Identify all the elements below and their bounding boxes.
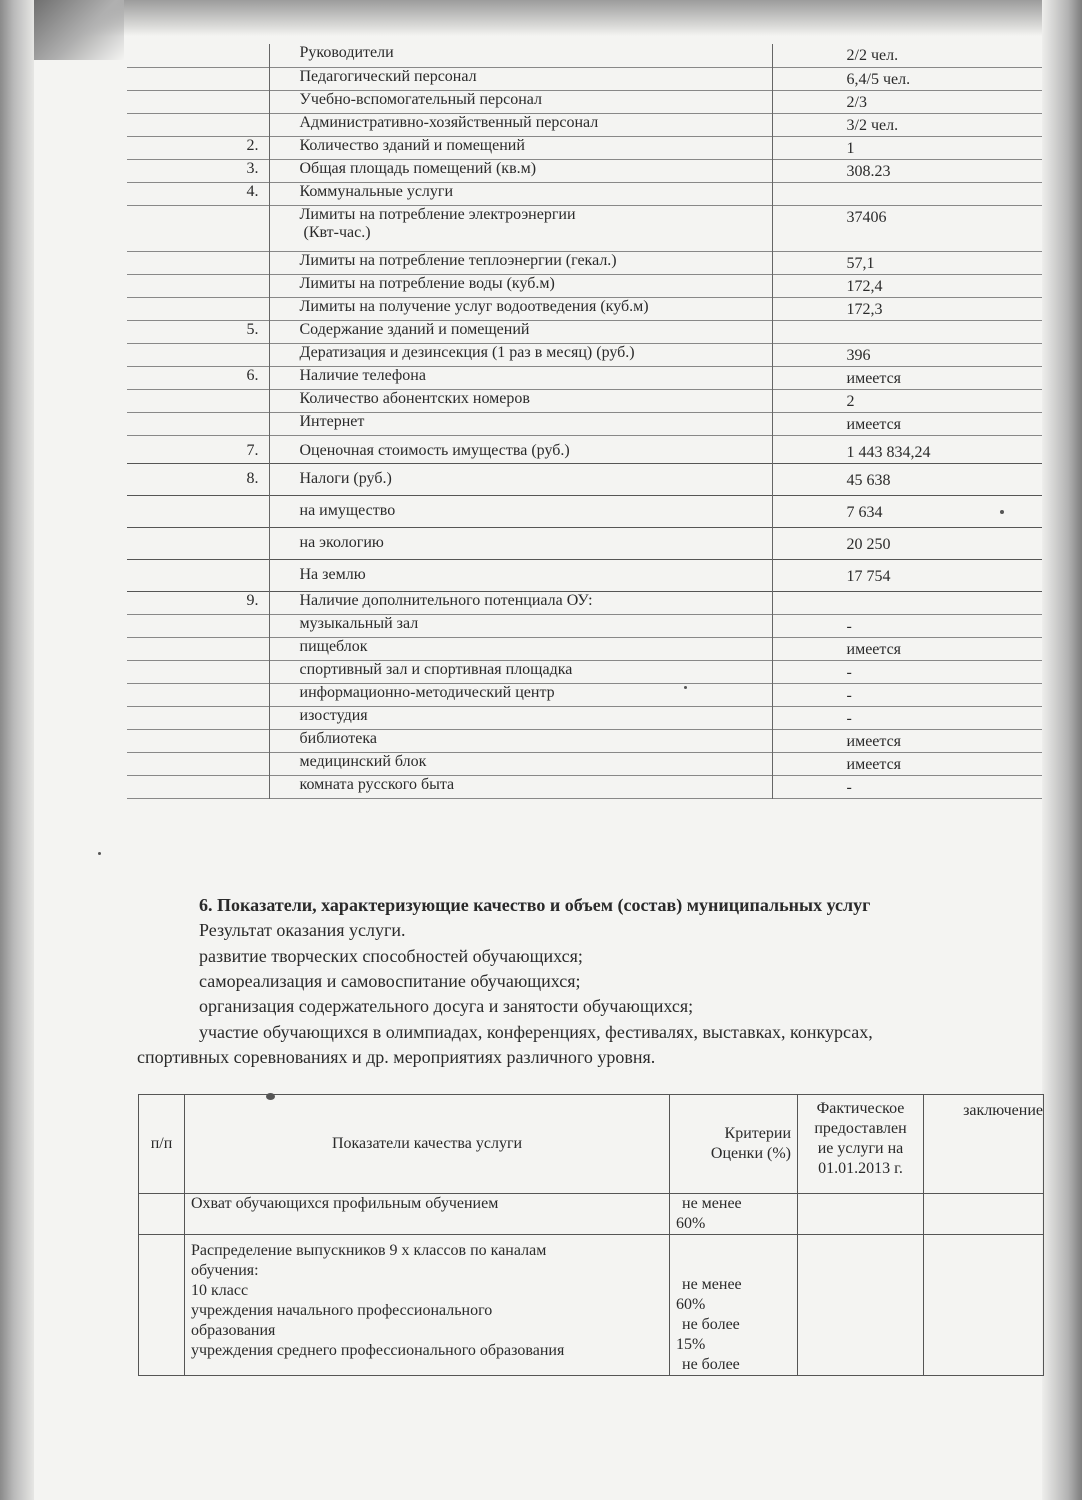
row-value: 20 250 [772, 527, 1042, 559]
row-name [269, 614, 772, 637]
row-num [139, 1194, 185, 1235]
table-row [127, 67, 1042, 90]
row-criteria [670, 1194, 798, 1235]
table-row [127, 775, 1042, 798]
result-item: развитие творческих способностей обучающихся; [199, 946, 583, 966]
row-number [127, 389, 269, 412]
row-name [269, 683, 772, 706]
row-number: 8. [246, 469, 259, 487]
row-number [127, 637, 269, 660]
table-row [127, 752, 1042, 775]
row-number [127, 614, 269, 637]
header-num: п/п [139, 1095, 185, 1194]
row-conclusion [924, 1194, 1044, 1235]
row-name-text: Наличие дополнительного потенциала ОУ: [299, 591, 593, 609]
row-name [269, 297, 772, 320]
row-name [269, 389, 772, 412]
row-value: 1 [772, 136, 1042, 159]
row-number [127, 683, 269, 706]
row-value [772, 591, 1042, 614]
header-actual-line: ие услуги на [817, 1140, 904, 1157]
header-actual [798, 1095, 924, 1194]
row-value [772, 182, 1042, 205]
criteria-line [676, 1241, 797, 1261]
table-row [127, 320, 1042, 343]
row-name [269, 320, 772, 343]
section-title: 6. Показатели, характеризующие качество и объем (состав) муниципальных услуг [199, 895, 871, 915]
row-value: - [772, 683, 1042, 706]
row-number [127, 752, 269, 775]
row-value: - [772, 614, 1042, 637]
row-number [127, 660, 269, 683]
row-number [127, 297, 269, 320]
row-value [772, 320, 1042, 343]
row-number: 2. [246, 136, 259, 154]
table-row [127, 706, 1042, 729]
row-actual [798, 1235, 924, 1376]
row-value: 45 638 [772, 463, 1042, 495]
row-conclusion [924, 1235, 1044, 1376]
row-name-text: Количество зданий и помещений [299, 136, 525, 154]
row-number [127, 251, 269, 274]
criteria-line: не более [682, 1316, 740, 1333]
row-name [269, 159, 772, 182]
row-name-text: Налоги (руб.) [299, 469, 392, 487]
table-row [127, 559, 1042, 591]
row-name [269, 412, 772, 435]
row-name-text: На землю [299, 565, 366, 583]
criteria-line: 60% [676, 1215, 706, 1232]
row-name-text: Наличие телефона [299, 366, 426, 384]
row-name [269, 463, 772, 495]
table-row [127, 113, 1042, 136]
header-actual-line: 01.01.2013 г. [818, 1160, 903, 1177]
row-number [127, 274, 269, 297]
header-actual-line: Фактическое [816, 1100, 905, 1117]
row-number [127, 67, 269, 90]
table-row [127, 614, 1042, 637]
row-number [127, 775, 269, 798]
row-name-text: Учебно-вспомогательный персонал [299, 90, 543, 108]
row-value: 7 634 [772, 495, 1042, 527]
indicator-line: обучения: [191, 1262, 259, 1279]
row-name-text: Лимиты на потребление электроэнергии [299, 205, 576, 223]
row-name [269, 706, 772, 729]
row-name [269, 67, 772, 90]
row-number [127, 559, 269, 591]
row-number: 4. [246, 182, 259, 200]
row-name [269, 113, 772, 136]
row-name-text: Общая площадь помещений (кв.м) [299, 159, 537, 177]
row-name [269, 366, 772, 389]
table-row [127, 44, 1042, 67]
table-row [127, 90, 1042, 113]
table-row [127, 389, 1042, 412]
row-name-text: на имущество [299, 501, 396, 519]
row-name [269, 274, 772, 297]
row-number [127, 527, 269, 559]
row-value: 308.23 [772, 159, 1042, 182]
header-row [139, 1095, 1044, 1194]
row-num [139, 1235, 185, 1376]
row-name-text: изостудия [299, 706, 368, 724]
row-value: 3/2 чел. [772, 113, 1042, 136]
table-row [139, 1194, 1044, 1235]
result-label: Результат оказания услуги. [199, 920, 406, 940]
row-value: 2 [772, 389, 1042, 412]
row-value: 172,3 [772, 297, 1042, 320]
indicator-line: образования [191, 1322, 276, 1339]
row-number [127, 343, 269, 366]
row-value: 17 754 [772, 559, 1042, 591]
row-name [269, 775, 772, 798]
row-number [127, 44, 269, 67]
table-row [127, 527, 1042, 559]
row-value: 2/2 чел. [772, 44, 1042, 67]
row-name-text: Оценочная стоимость имущества (руб.) [299, 441, 570, 459]
row-name [269, 136, 772, 159]
row-name [269, 637, 772, 660]
row-name [269, 182, 772, 205]
row-name [269, 527, 772, 559]
row-name-text: пищеблок [299, 637, 368, 655]
row-name-text: Дератизация и дезинсекция (1 раз в месяц) (руб.) [299, 343, 635, 361]
header-conclusion: заключение [924, 1095, 1044, 1194]
row-indicator: Охват обучающихся профильным обучением [185, 1194, 670, 1235]
table-row [127, 343, 1042, 366]
row-number [127, 205, 269, 251]
row-number: 6. [246, 366, 259, 384]
table-row [127, 683, 1042, 706]
result-item: организация содержательного досуга и занятости обучающихся; [199, 996, 694, 1016]
row-name-text: Руководители [299, 44, 394, 61]
row-number [127, 706, 269, 729]
row-name-text: Лимиты на потребление воды (куб.м) [299, 274, 555, 292]
row-number [127, 495, 269, 527]
indicator-line: учреждения начального профессионального [191, 1302, 493, 1319]
row-value: - [772, 706, 1042, 729]
table-row [127, 591, 1042, 614]
row-name-text: комната русского быта [299, 775, 455, 793]
row-number [127, 412, 269, 435]
row-name [269, 90, 772, 113]
row-name-text: Административно-хозяйственный персонал [299, 113, 599, 131]
criteria-line: не более [682, 1356, 740, 1373]
scan-shadow-left [0, 0, 34, 1500]
table-row [127, 251, 1042, 274]
row-actual [798, 1194, 924, 1235]
row-value: - [772, 660, 1042, 683]
row-name-text: библиотека [299, 729, 378, 747]
row-number: 5. [246, 320, 259, 338]
row-name [269, 251, 772, 274]
table-row [127, 297, 1042, 320]
table-row [127, 637, 1042, 660]
criteria-line: не менее [682, 1276, 742, 1293]
table-row [127, 159, 1042, 182]
row-name [269, 44, 772, 67]
row-name-unit: (Квт-час.) [303, 223, 371, 241]
row-name-text: музыкальный зал [299, 614, 419, 632]
row-name [269, 435, 772, 463]
row-name-text: информационно-методический центр [299, 683, 555, 701]
row-name-text: на экологию [299, 533, 384, 551]
scan-speck [98, 852, 101, 855]
table-row [127, 205, 1042, 251]
row-name [269, 752, 772, 775]
table-row [127, 435, 1042, 463]
row-name-text: Лимиты на получение услуг водоотведения (куб.м) [299, 297, 649, 315]
row-name [269, 205, 772, 251]
header-criteria [670, 1095, 798, 1194]
table-row [127, 136, 1042, 159]
header-indicator: Показатели качества услуги [185, 1095, 670, 1194]
result-item: самореализация и самовоспитание обучающихся; [199, 971, 581, 991]
criteria-line: не менее [682, 1195, 742, 1212]
row-name [269, 591, 772, 614]
table-row [127, 463, 1042, 495]
row-value: имеется [772, 366, 1042, 389]
criteria-line: 15% [676, 1336, 706, 1353]
row-name [269, 343, 772, 366]
table-row [127, 660, 1042, 683]
result-item-continuation: спортивных соревнованиях и др. мероприятиях различного уровня. [137, 1047, 656, 1067]
row-name-text: Коммунальные услуги [299, 182, 454, 200]
row-value: 2/3 [772, 90, 1042, 113]
scan-shadow-top [0, 0, 1082, 36]
row-number: 3. [246, 159, 259, 177]
row-number [127, 729, 269, 752]
table-row [127, 412, 1042, 435]
table-row [127, 182, 1042, 205]
row-value: 396 [772, 343, 1042, 366]
row-value: имеется [772, 412, 1042, 435]
row-criteria [670, 1235, 798, 1376]
table-row [127, 274, 1042, 297]
scan-corner-fold [34, 0, 124, 60]
row-name-text: спортивный зал и спортивная площадка [299, 660, 573, 678]
table-row [127, 495, 1042, 527]
table-row [127, 729, 1042, 752]
table-row [139, 1235, 1044, 1376]
row-name [269, 729, 772, 752]
row-value: имеется [772, 752, 1042, 775]
row-name-text: Лимиты на потребление теплоэнергии (гекал.) [299, 251, 617, 269]
row-number [127, 113, 269, 136]
row-number: 9. [246, 591, 259, 609]
row-value: 37406 [772, 205, 1042, 251]
table-row [127, 366, 1042, 389]
header-actual-line: предоставлен [814, 1120, 907, 1137]
result-item: участие обучающихся в олимпиадах, конференциях, фестивалях, выставках, конкурсах, [199, 1022, 873, 1042]
row-value: 1 443 834,24 [772, 435, 1042, 463]
scan-shadow-right [1042, 0, 1082, 1500]
row-name-text: медицинский блок [299, 752, 427, 770]
header-criteria-label: Критерии Оценки (%) [710, 1125, 791, 1162]
row-name-text: Педагогический персонал [299, 67, 477, 85]
row-value: - [772, 775, 1042, 798]
row-name-text: Содержание зданий и помещений [299, 320, 530, 338]
resources-table [127, 44, 1042, 799]
row-name [269, 495, 772, 527]
row-value: 57,1 [772, 251, 1042, 274]
row-name-text: Количество абонентских номеров [299, 389, 530, 407]
indicator-line: 10 класс [191, 1282, 249, 1299]
criteria-line [676, 1261, 797, 1275]
row-number: 7. [246, 441, 259, 459]
criteria-line: 60% [676, 1296, 706, 1313]
quality-indicators-table [138, 1094, 1044, 1376]
indicator-line: учреждения среднего профессионального образования [191, 1342, 565, 1359]
row-indicator [185, 1235, 670, 1376]
row-value: 6,4/5 чел. [772, 67, 1042, 90]
row-name-text: Интернет [299, 412, 365, 430]
row-name [269, 660, 772, 683]
row-name [269, 559, 772, 591]
row-value: имеется [772, 729, 1042, 752]
indicator-line: Распределение выпускников 9 х классов по каналам [191, 1242, 547, 1259]
row-value: имеется [772, 637, 1042, 660]
row-value: 172,4 [772, 274, 1042, 297]
row-number [127, 90, 269, 113]
